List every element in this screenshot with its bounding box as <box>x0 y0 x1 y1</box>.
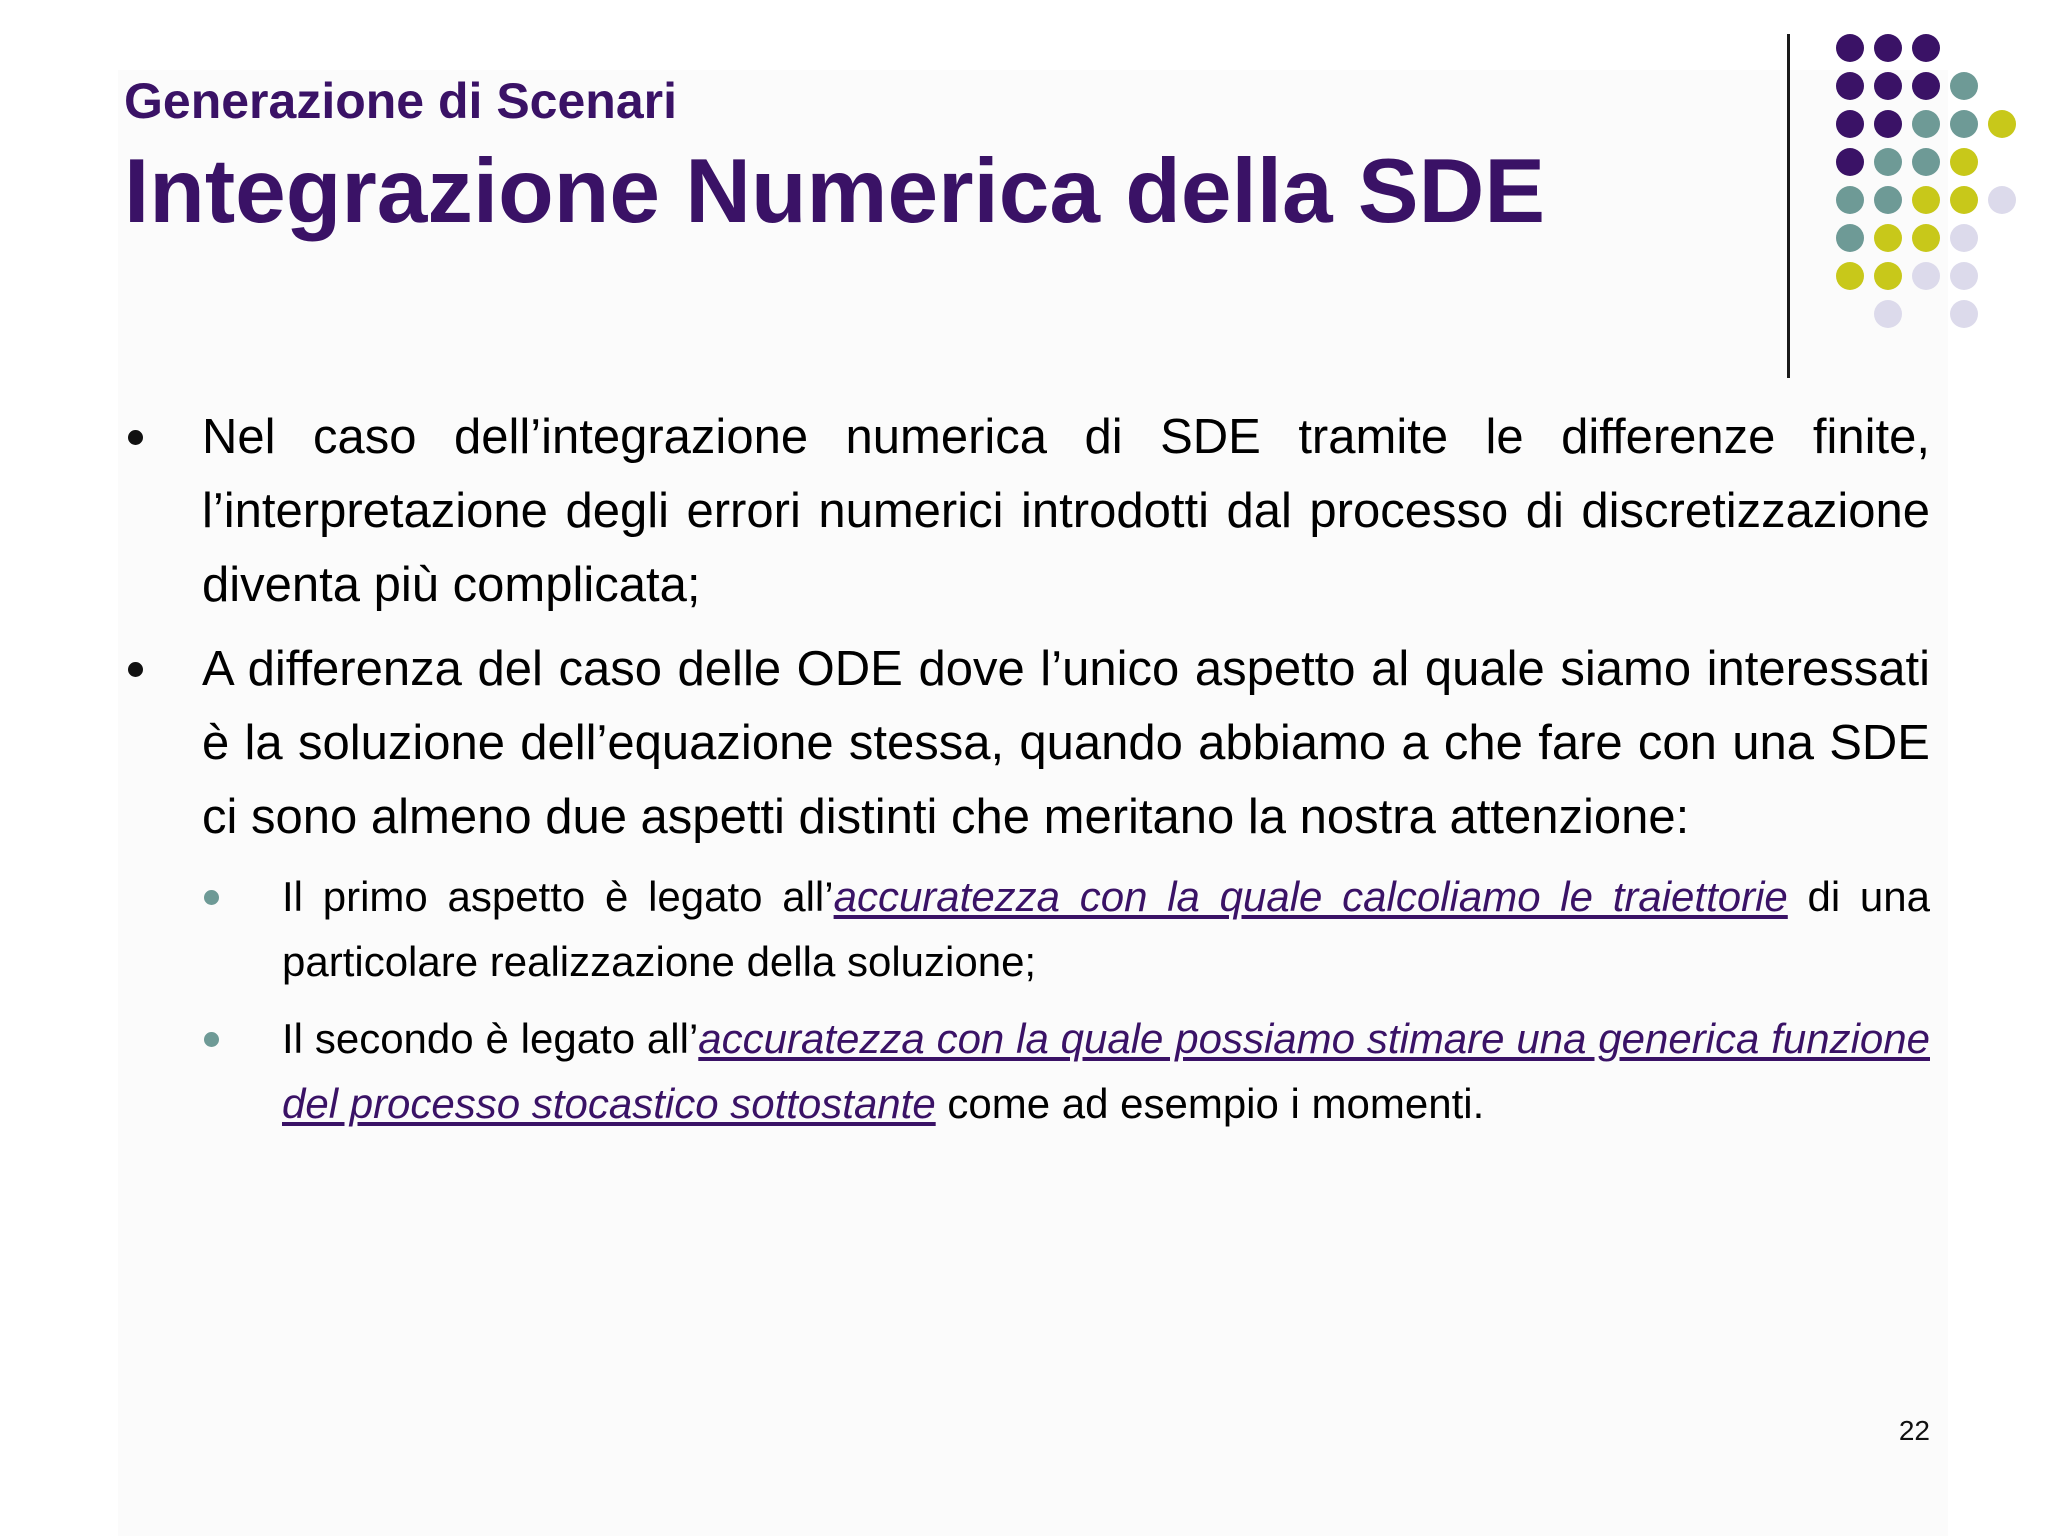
decorative-dot <box>1912 148 1940 176</box>
decorative-dot <box>1912 262 1940 290</box>
bullet-item-1 <box>124 400 1930 622</box>
decorative-dot <box>1836 148 1864 176</box>
sub-bullet-1-link[interactable]: accuratezza con la quale calcoliamo le traiettorie <box>833 873 1788 920</box>
decorative-dot <box>1912 186 1940 214</box>
bullet-dot-icon <box>128 662 143 677</box>
bullet-item-2 <box>124 632 1930 854</box>
decorative-dot <box>1874 72 1902 100</box>
decorative-dot <box>1836 224 1864 252</box>
header-divider-line <box>1787 34 1790 378</box>
slide-title: Integrazione Numerica della SDE <box>124 141 1546 242</box>
decorative-dot <box>1874 224 1902 252</box>
decorative-dot <box>1874 110 1902 138</box>
sub-bullet-1-text-before: Il primo aspetto è legato all’ <box>282 873 834 920</box>
decorative-dot <box>1874 186 1902 214</box>
decorative-dot <box>1950 262 1978 290</box>
decorative-dot <box>1874 148 1902 176</box>
decorative-dot <box>1912 110 1940 138</box>
decorative-dot <box>1950 224 1978 252</box>
decorative-dot <box>1912 224 1940 252</box>
decorative-dot <box>1836 34 1864 62</box>
decorative-dot <box>1836 186 1864 214</box>
sub-bullet-item-1 <box>202 864 1930 994</box>
decorative-dot <box>1836 262 1864 290</box>
sub-bullet-dot-icon <box>204 1032 219 1047</box>
decorative-dot <box>1912 34 1940 62</box>
decorative-dot <box>1950 72 1978 100</box>
decorative-dot <box>1950 148 1978 176</box>
slide-subtitle: Generazione di Scenari <box>124 73 677 129</box>
decorative-dot <box>1912 72 1940 100</box>
sub-bullet-2-text-after: come ad esempio i momenti. <box>935 1080 1485 1127</box>
decorative-dot <box>1988 110 2016 138</box>
page-number: 22 <box>1898 1415 1930 1446</box>
sub-bullet-dot-icon <box>204 890 219 905</box>
bullet-text-2: A differenza del caso delle ODE dove l’unico aspetto al quale siamo interessati è la soluzione dell’equazione stessa, quando abbiamo a che fare con una SDE ci sono almeno due aspetti distinti che meritano la nostra attenzione: <box>202 642 1930 844</box>
decorative-dot <box>1836 110 1864 138</box>
bullet-list <box>124 400 1930 1148</box>
bullet-dot-icon <box>128 430 143 445</box>
sub-bullet-2-link[interactable]: accuratezza con la quale possiamo stimare una generica funzione del processo stocastico sottostante <box>282 1015 1930 1127</box>
decorative-dot <box>1874 34 1902 62</box>
decorative-dot <box>1988 186 2016 214</box>
decorative-dot <box>1836 72 1864 100</box>
decorative-dot <box>1950 186 1978 214</box>
bullet-text-1: Nel caso dell’integrazione numerica di SDE tramite le differenze finite, l’interpretazione degli errori numerici introdotti dal processo di discretizzazione diventa più complicata; <box>202 410 1930 612</box>
decorative-dot <box>1950 110 1978 138</box>
sub-bullet-item-2 <box>202 1006 1930 1136</box>
decorative-dot <box>1950 300 1978 328</box>
decorative-dot <box>1874 262 1902 290</box>
decorative-dot <box>1874 300 1902 328</box>
sub-bullet-2-text-before: Il secondo è legato all’ <box>282 1015 699 1062</box>
sub-bullet-1-text-after: di una particolare realizzazione della soluzione; <box>282 873 1931 985</box>
